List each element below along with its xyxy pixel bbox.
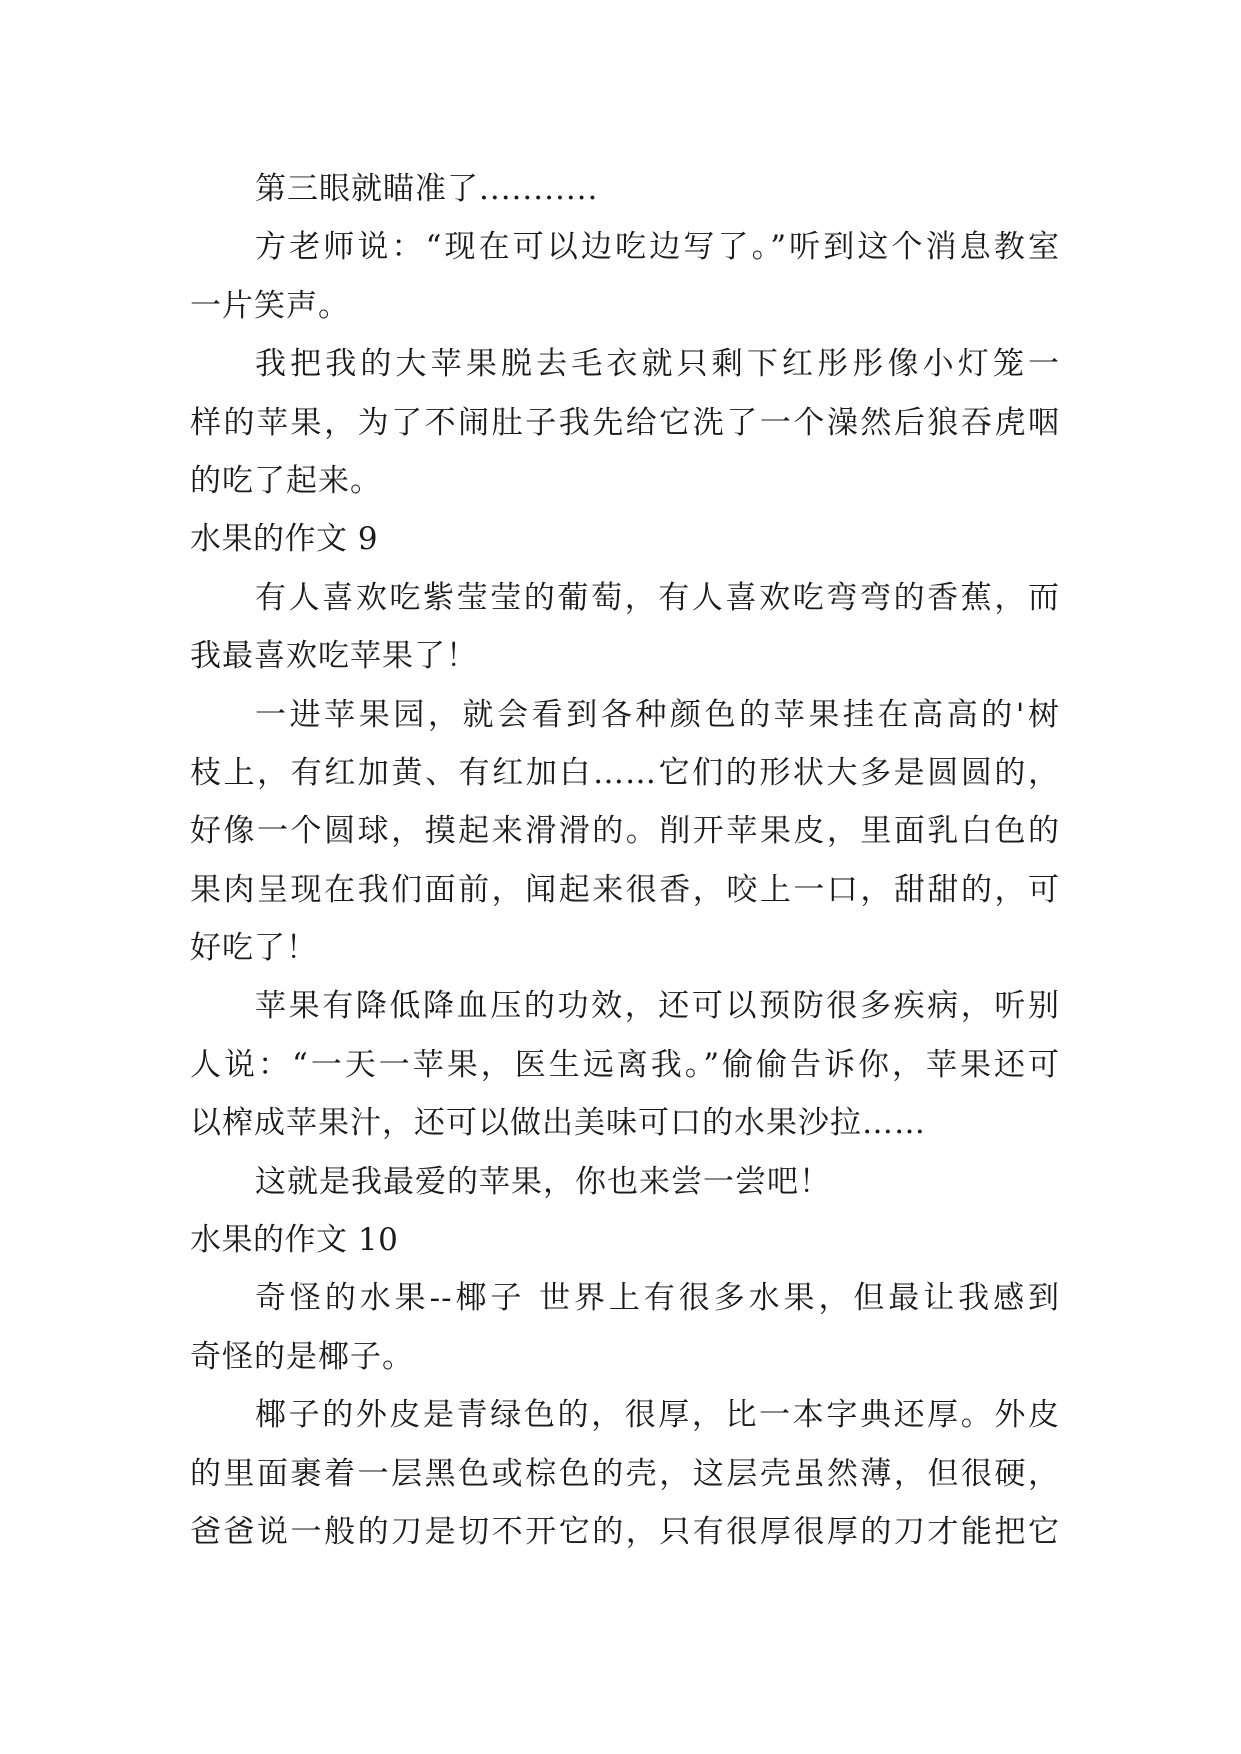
text-line: 枝上，有红加黄、有红加白……它们的形状大多是圆圆的，: [190, 754, 1060, 791]
text-line: 椰子的外皮是青绿色的，很厚，比一本字典还厚。外皮: [255, 1397, 1060, 1434]
text-line: 以榨成苹果汁，还可以做出美味可口的水果沙拉……: [190, 1105, 926, 1142]
text-line: 果肉呈现在我们面前，闻起来很香，咬上一口，甜甜的，可: [190, 871, 1060, 908]
text-line: 苹果有降低降血压的功效，还可以预防很多疾病，听别: [255, 988, 1060, 1025]
text-line: 好吃了！: [190, 930, 318, 967]
text-line: 一片笑声。: [190, 287, 350, 324]
text-line: 奇怪的水果--椰子 世界上有很多水果，但最让我感到: [255, 1280, 1060, 1317]
section-heading: 水果的作文 10: [190, 1222, 399, 1259]
text-line: 这就是我最爱的苹果，你也来尝一尝吧！: [255, 1163, 831, 1200]
document-page: [190, 160, 1060, 1561]
text-line: 奇怪的是椰子。: [190, 1338, 414, 1375]
text-line: 我把我的大苹果脱去毛衣就只剩下红彤彤像小灯笼一: [255, 346, 1060, 383]
text-line: 我最喜欢吃苹果了！: [190, 638, 478, 675]
text-line: 方老师说：“现在可以边吃边写了。”听到这个消息教室: [255, 229, 1060, 266]
section-heading: 水果的作文 9: [190, 521, 379, 558]
text-line: 第三眼就瞄准了...........: [255, 171, 599, 207]
text-line: 样的苹果，为了不闹肚子我先给它洗了一个澡然后狼吞虎咽: [190, 404, 1060, 441]
text-line: 的吃了起来。: [190, 462, 382, 499]
text-line: 有人喜欢吃紫莹莹的葡萄，有人喜欢吃弯弯的香蕉，而: [255, 579, 1060, 616]
text-line: 一进苹果园，就会看到各种颜色的苹果挂在高高的'树: [255, 696, 1060, 733]
text-line: 的里面裹着一层黑色或棕色的壳，这层壳虽然薄，但很硬，: [190, 1455, 1060, 1492]
text-line: 好像一个圆球，摸起来滑滑的。削开苹果皮，里面乳白色的: [190, 813, 1060, 850]
text-line: 爸爸说一般的刀是切不开它的，只有很厚很厚的刀才能把它: [190, 1513, 1060, 1550]
text-line: 人说：“一天一苹果，医生远离我。”偷偷告诉你，苹果还可: [190, 1046, 1060, 1083]
